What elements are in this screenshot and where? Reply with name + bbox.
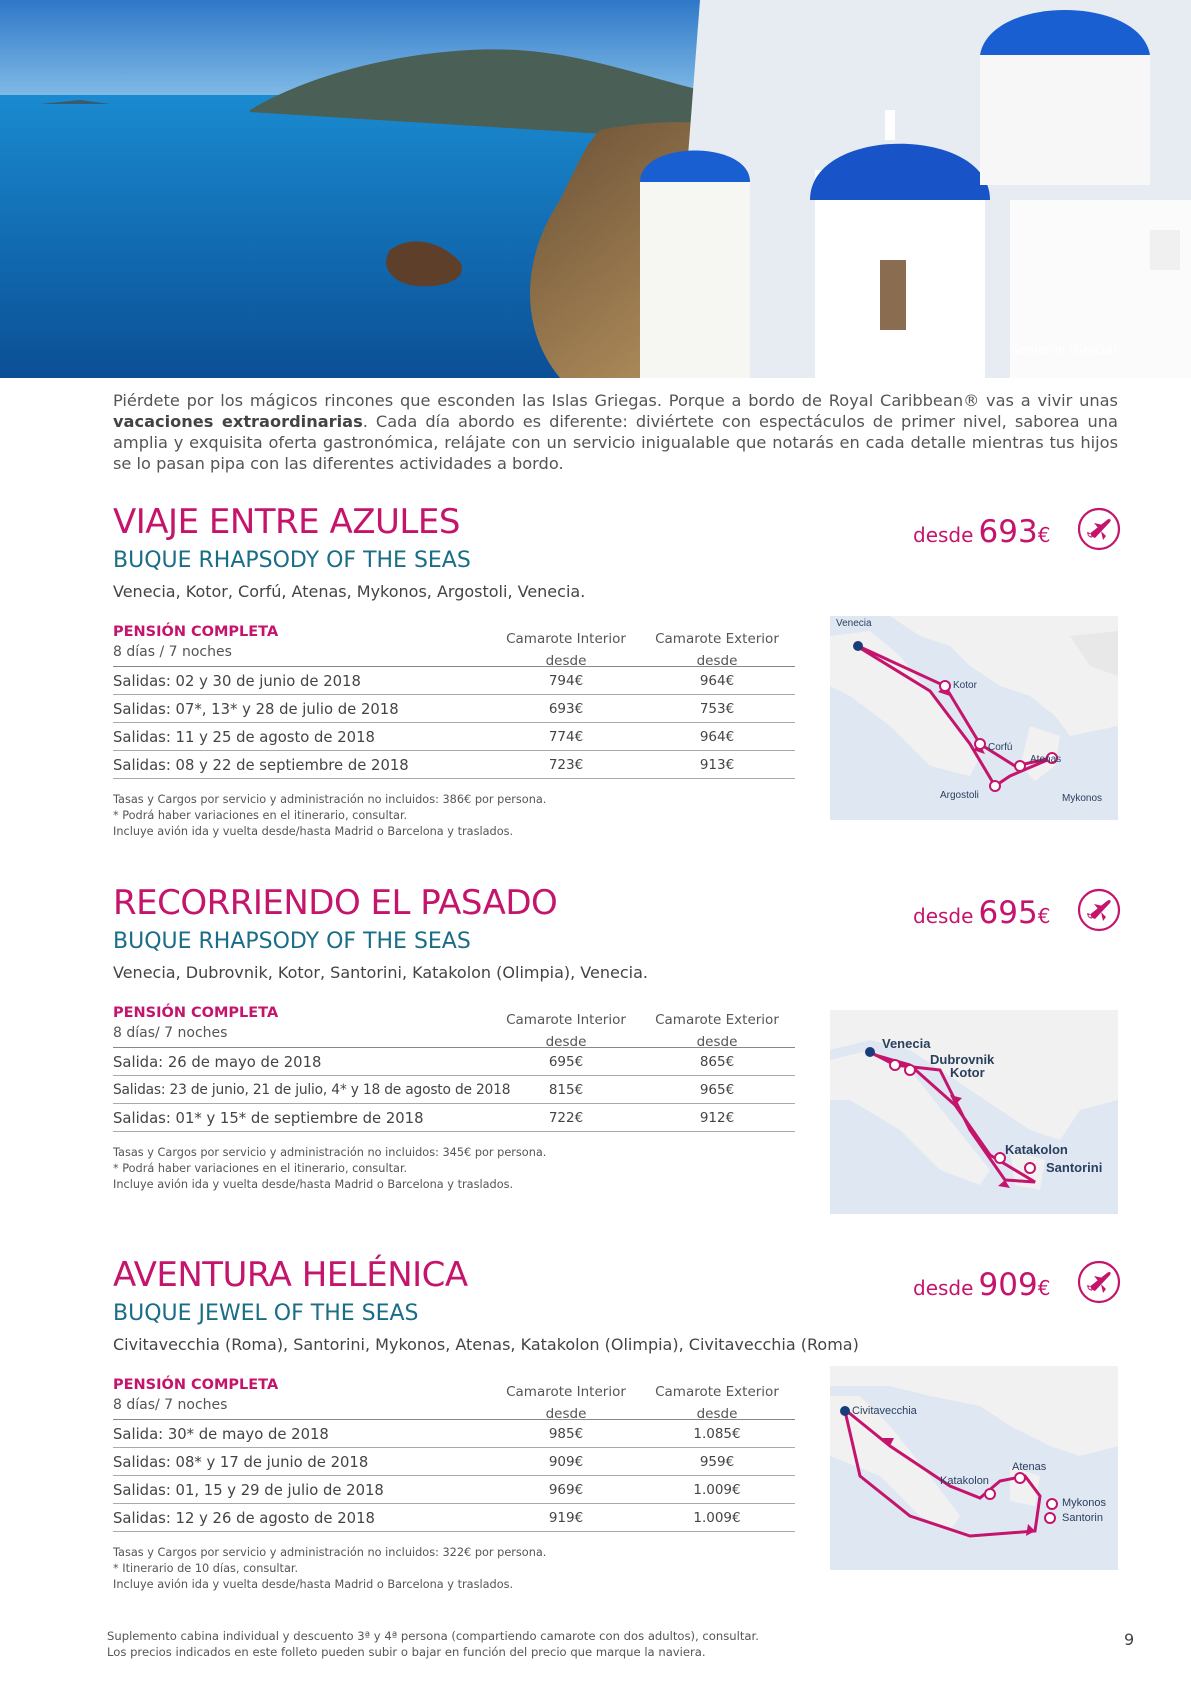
map-label-dubrovnik: Dubrovnik — [930, 1052, 995, 1067]
hero-image — [0, 0, 1191, 378]
col-interior-sub: desde — [545, 1034, 587, 1050]
row-dates: Salidas: 08 y 22 de septiembre de 2018 — [113, 757, 409, 774]
row-exterior: 865€ — [699, 1054, 735, 1070]
col-exterior-sub: desde — [696, 1406, 738, 1422]
col-interior-label: Camarote Interior — [506, 1384, 626, 1400]
row-dates: Salidas: 01, 15 y 29 de julio de 2018 — [113, 1482, 384, 1499]
map-label-atenas: Atenas — [1012, 1461, 1047, 1473]
table-header — [113, 1373, 795, 1420]
col-interior-sub: desde — [545, 653, 587, 669]
col-interior — [491, 1009, 641, 1053]
row-interior: 985€ — [548, 1426, 584, 1442]
map-label-kotor: Kotor — [953, 680, 977, 691]
plane-icon — [1077, 507, 1121, 551]
map-label-argostoli: Argostoli — [940, 790, 979, 801]
table-row — [113, 1104, 795, 1132]
row-interior: 693€ — [548, 701, 584, 717]
route-map — [830, 1010, 1118, 1214]
row-dates: Salidas: 02 y 30 de junio de 2018 — [113, 673, 361, 690]
price-label: desde — [913, 523, 974, 547]
table-row — [113, 1476, 795, 1504]
price-label: desde — [913, 1276, 974, 1300]
row-exterior: 913€ — [699, 757, 735, 773]
page-number: 9 — [1124, 1630, 1135, 1649]
duration: 8 días / 7 noches — [113, 644, 232, 660]
table-header — [113, 1001, 795, 1048]
plane-icon — [1077, 888, 1121, 932]
route-text: Venecia, Dubrovnik, Kotor, Santorini, Katakolon (Olimpia), Venecia. — [113, 963, 648, 982]
footer-line-2: Los precios indicados en este folleto pueden subir o bajar en función del precio que marque la naviera. — [107, 1645, 706, 1659]
cruise-title: AVENTURA HELÉNICA — [113, 1255, 468, 1295]
note-taxes: Tasas y Cargos por servicio y administración no incluidos: 386€ por persona. — [113, 793, 547, 806]
santorini-illustration — [0, 0, 1191, 378]
duration: 8 días/ 7 noches — [113, 1025, 228, 1041]
row-dates: Salidas: 12 y 26 de agosto de 2018 — [113, 1510, 375, 1527]
cruise-title: VIAJE ENTRE AZULES — [113, 502, 460, 542]
table-row — [113, 695, 795, 723]
table-header — [113, 620, 795, 667]
map-label-katakolon: Katakolon — [940, 1475, 989, 1487]
price-from — [913, 1267, 1050, 1303]
row-exterior: 959€ — [699, 1454, 735, 1470]
col-interior — [491, 1381, 641, 1425]
row-exterior: 753€ — [699, 701, 735, 717]
table-row — [113, 667, 795, 695]
row-exterior: 965€ — [699, 1082, 735, 1098]
row-interior: 919€ — [548, 1510, 584, 1526]
table-row — [113, 1504, 795, 1532]
col-exterior-sub: desde — [696, 1034, 738, 1050]
ship-name: BUQUE RHAPSODY OF THE SEAS — [113, 929, 471, 954]
row-interior: 815€ — [548, 1082, 584, 1098]
price-amount: 909 — [978, 1267, 1038, 1303]
price-from — [913, 514, 1050, 550]
price-currency: € — [1037, 523, 1051, 547]
route-map — [830, 1366, 1118, 1570]
duration: 8 días/ 7 noches — [113, 1397, 228, 1413]
notes — [113, 1545, 546, 1593]
note-itinerary: * Podrá haber variaciones en el itinerario, consultar. — [113, 809, 408, 822]
row-interior: 723€ — [548, 757, 584, 773]
ship-name: BUQUE JEWEL OF THE SEAS — [113, 1301, 419, 1326]
note-itinerary: * Itinerario de 10 días, consultar. — [113, 1562, 299, 1575]
route-map-graphic — [830, 616, 1118, 820]
row-interior: 909€ — [548, 1454, 584, 1470]
col-exterior — [642, 1009, 792, 1053]
board-type: PENSIÓN COMPLETA — [113, 1005, 279, 1021]
route-map-graphic — [830, 1366, 1118, 1570]
row-dates: Salida: 26 de mayo de 2018 — [113, 1054, 322, 1071]
note-includes: Incluye avión ida y vuelta desde/hasta Madrid o Barcelona y traslados. — [113, 1178, 514, 1191]
col-exterior — [642, 628, 792, 672]
route-text: Venecia, Kotor, Corfú, Atenas, Mykonos, Argostoli, Venecia. — [113, 582, 586, 601]
col-interior-label: Camarote Interior — [506, 631, 626, 647]
row-exterior: 1.009€ — [693, 1510, 741, 1526]
map-label-venecia: Venecia — [836, 618, 872, 629]
col-interior-sub: desde — [545, 1406, 587, 1422]
footer-notes — [107, 1628, 759, 1660]
route-map — [830, 616, 1118, 820]
intro-bold: vacaciones extraordinarias — [113, 412, 363, 431]
col-exterior-label: Camarote Exterior — [655, 1384, 779, 1400]
price-table — [113, 1001, 795, 1132]
intro-text-1: Piérdete por los mágicos rincones que esconden las Islas Griegas. Porque a bordo de Royal Caribbean® vas a vivir unas — [113, 391, 1118, 410]
table-row — [113, 1076, 795, 1104]
row-exterior: 964€ — [699, 729, 735, 745]
note-includes: Incluye avión ida y vuelta desde/hasta Madrid o Barcelona y traslados. — [113, 825, 514, 838]
table-row — [113, 1448, 795, 1476]
row-interior: 794€ — [548, 673, 584, 689]
row-interior: 774€ — [548, 729, 584, 745]
price-label: desde — [913, 904, 974, 928]
map-label-corfu: Corfú — [988, 742, 1013, 753]
table-row — [113, 1420, 795, 1448]
price-table — [113, 620, 795, 779]
price-table — [113, 1373, 795, 1532]
note-itinerary: * Podrá haber variaciones en el itinerario, consultar. — [113, 1162, 408, 1175]
row-exterior: 912€ — [699, 1110, 735, 1126]
ship-name: BUQUE RHAPSODY OF THE SEAS — [113, 548, 471, 573]
table-row — [113, 1048, 795, 1076]
col-exterior — [642, 1381, 792, 1425]
notes — [113, 1145, 546, 1193]
note-includes: Incluye avión ida y vuelta desde/hasta Madrid o Barcelona y traslados. — [113, 1578, 514, 1591]
footer-line-1: Suplemento cabina individual y descuento 3ª y 4ª persona (compartiendo camarote con dos adultos), consultar. — [107, 1629, 759, 1643]
col-exterior-label: Camarote Exterior — [655, 631, 779, 647]
row-dates: Salidas: 01* y 15* de septiembre de 2018 — [113, 1110, 424, 1127]
price-amount: 695 — [978, 895, 1038, 931]
route-text: Civitavecchia (Roma), Santorini, Mykonos, Atenas, Katakolon (Olimpia), Civitavecchia (Roma) — [113, 1335, 859, 1354]
note-taxes: Tasas y Cargos por servicio y administración no incluidos: 322€ por persona. — [113, 1546, 547, 1559]
row-interior: 969€ — [548, 1482, 584, 1498]
price-from — [913, 895, 1050, 931]
row-interior: 695€ — [548, 1054, 584, 1070]
price-currency: € — [1037, 1276, 1051, 1300]
route-map-graphic — [830, 1010, 1118, 1214]
table-row — [113, 751, 795, 779]
row-dates: Salidas: 07*, 13* y 28 de julio de 2018 — [113, 701, 399, 718]
row-dates: Salidas: 08* y 17 de junio de 2018 — [113, 1454, 369, 1471]
board-type: PENSIÓN COMPLETA — [113, 1377, 279, 1393]
col-exterior-label: Camarote Exterior — [655, 1012, 779, 1028]
notes — [113, 792, 546, 840]
price-amount: 693 — [978, 514, 1038, 550]
row-dates: Salidas: 11 y 25 de agosto de 2018 — [113, 729, 375, 746]
intro-paragraph — [113, 390, 1118, 474]
note-taxes: Tasas y Cargos por servicio y administración no incluidos: 345€ por persona. — [113, 1146, 547, 1159]
board-type: PENSIÓN COMPLETA — [113, 624, 279, 640]
map-label-civitavecchia: Civitavecchia — [852, 1405, 917, 1417]
plane-icon — [1077, 1260, 1121, 1304]
map-label-santorini: Santorin — [1062, 1512, 1103, 1524]
map-label-kotor: Kotor — [950, 1065, 985, 1080]
intro-text-2: . Cada día abordo es diferente: diviértete con espectáculos de primer nivel, saborea una amplia y exquisita oferta gastronómica, relájate con un servicio inigualable que notarás en cada detalle mientras tus hijos se lo pasan pipa con las diferentes actividades a bordo. — [113, 412, 1118, 473]
map-label-santorini: Santorini — [1046, 1160, 1103, 1175]
price-currency: € — [1037, 904, 1051, 928]
map-label-mykonos: Mykonos — [1062, 1497, 1107, 1509]
row-dates: Salida: 30* de mayo de 2018 — [113, 1426, 329, 1443]
hero-caption: Santorini (Grecia) — [1011, 343, 1117, 357]
cruise-title: RECORRIENDO EL PASADO — [113, 883, 558, 923]
row-exterior: 1.085€ — [693, 1426, 741, 1442]
row-interior: 722€ — [548, 1110, 584, 1126]
col-exterior-sub: desde — [696, 653, 738, 669]
table-row — [113, 723, 795, 751]
col-interior-label: Camarote Interior — [506, 1012, 626, 1028]
map-label-atenas: Atenas — [1030, 754, 1062, 765]
map-label-mykonos: Mykonos — [1062, 793, 1103, 804]
row-dates: Salidas: 23 de junio, 21 de julio, 4* y 18 de agosto de 2018 — [113, 1082, 511, 1098]
row-exterior: 1.009€ — [693, 1482, 741, 1498]
col-interior — [491, 628, 641, 672]
map-label-katakolon: Katakolon — [1005, 1142, 1068, 1157]
row-exterior: 964€ — [699, 673, 735, 689]
map-label-venecia: Venecia — [882, 1036, 931, 1051]
